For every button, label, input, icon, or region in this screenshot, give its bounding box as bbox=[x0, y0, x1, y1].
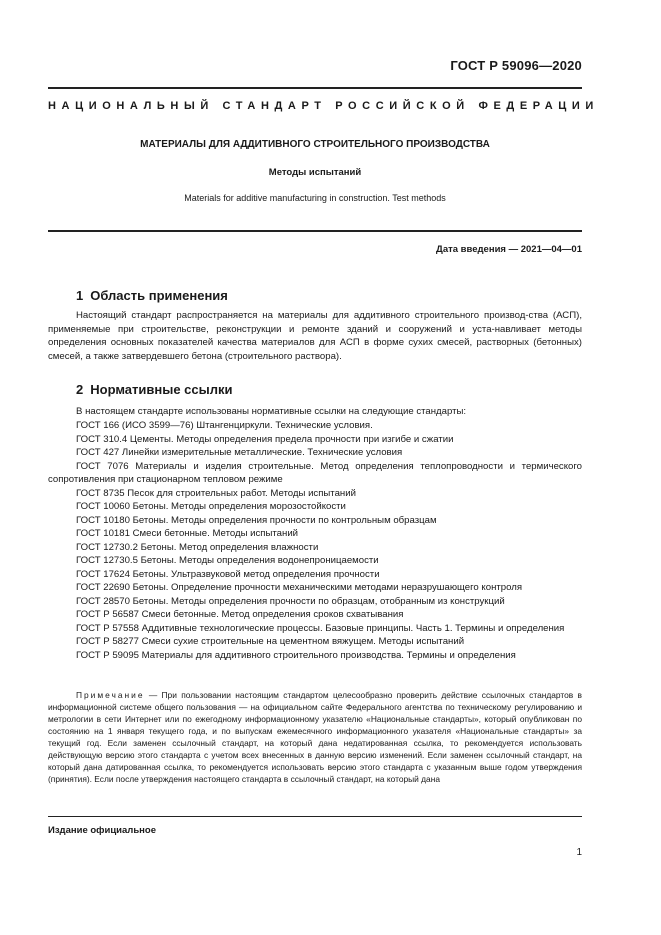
reference-item: ГОСТ Р 56587 Смеси бетонные. Метод определения сроков схватывания bbox=[76, 609, 404, 620]
section-heading-scope bbox=[76, 288, 228, 303]
reference-item: ГОСТ 28570 Бетоны. Методы определения прочности по образцам, отобранным из конструкций bbox=[76, 595, 505, 607]
reference-item: ГОСТ 310.4 Цементы. Методы определения предела прочности при изгибе и сжатии bbox=[76, 433, 454, 445]
reference-item: ГОСТ 7076 Материалы и изделия строительные. Метод определения теплопроводности и термического сопротивления при стационарном тепловом режиме bbox=[48, 460, 582, 485]
reference-item: ГОСТ 12730.2 Бетоны. Метод определения влажности bbox=[76, 541, 319, 553]
section-title: Область применения bbox=[90, 288, 228, 303]
scope-paragraph: Настоящий стандарт распространяется на материалы для аддитивного строительного производ-ства (АСП), применяемые при строительстве, реконструкции и ремонте зданий и сооружений и уста-навливает методы определения основных показателей качества материалов для АСП в форме сухих смесей, растворных (бетонных) смесей, а также затвердевшего бетона (строительного раствора). bbox=[48, 310, 582, 362]
reference-item: ГОСТ 17624 Бетоны. Ультразвуковой метод определения прочности bbox=[76, 568, 380, 580]
top-divider bbox=[48, 87, 582, 89]
reference-item: ГОСТ Р 57558 Аддитивные технологические процессы. Базовые принципы. Часть 1. Термины и определения bbox=[76, 622, 565, 634]
references-list bbox=[48, 419, 582, 662]
reference-item: ГОСТ 427 Линейки измерительные металлические. Технические условия bbox=[76, 447, 403, 458]
document-title: МАТЕРИАЛЫ ДЛЯ АДДИТИВНОГО СТРОИТЕЛЬНОГО ПРОИЗВОДСТВА bbox=[140, 139, 490, 150]
title-divider bbox=[48, 230, 582, 232]
note-paragraph bbox=[48, 689, 582, 785]
footer-divider bbox=[48, 816, 582, 817]
edition-label: Издание официальное bbox=[48, 825, 156, 836]
section-number: 2 bbox=[76, 382, 84, 397]
english-title: Materials for additive manufacturing in construction. Test methods bbox=[184, 193, 446, 203]
reference-item: ГОСТ 10060 Бетоны. Методы определения морозостойкости bbox=[76, 501, 346, 512]
page-number: 1 bbox=[576, 847, 582, 858]
reference-item: ГОСТ Р 58277 Смеси сухие строительные на цементном вяжущем. Методы испытаний bbox=[76, 636, 465, 647]
section-heading-references bbox=[76, 382, 232, 397]
note-label: Примечание bbox=[76, 690, 145, 700]
intro-date: Дата введения — 2021—04—01 bbox=[436, 244, 582, 255]
reference-item: ГОСТ 10181 Смеси бетонные. Методы испытаний bbox=[76, 528, 299, 539]
reference-item: ГОСТ 8735 Песок для строительных работ. Методы испытаний bbox=[76, 487, 356, 499]
note-text: — При пользовании настоящим стандартом целесообразно проверить действие ссылочных стандартов в информационной системе общего пользования — на официальном сайте Федерального агентства по техническому регулированию и метрологии в сети Интернет или по ежегодному информационному указателю «Национальные стандарты», который опубликован по состоянию на 1 января текущего года, и по выпускам ежемесячного информационного указателя «Национальные стандарты» за текущий год. Если заменен ссылочный стандарт, на который дана недатированная ссылка, то рекомендуется использовать действующую версию этого стандарта с учетом всех внесенных в данную версию изменений. Если заменен ссылочный стандарт, на который дана датированная ссылка, то рекомендуется использовать версию этого стандарта с указанным выше годом утверждения (принятия). Если после утверждения настоящего стандарта в ссылочный стандарт, на который дана bbox=[48, 690, 583, 784]
reference-item: ГОСТ 22690 Бетоны. Определение прочности механическими методами неразрушающего контроля bbox=[76, 582, 523, 593]
national-standard-header: НАЦИОНАЛЬНЫЙ СТАНДАРТ РОССИЙСКОЙ ФЕДЕРАЦИИ bbox=[48, 100, 599, 112]
doc-number: ГОСТ Р 59096—2020 bbox=[450, 58, 582, 73]
reference-item: ГОСТ Р 59095 Материалы для аддитивного строительного производства. Термины и определения bbox=[76, 649, 516, 661]
document-subtitle: Методы испытаний bbox=[268, 167, 362, 178]
reference-item: ГОСТ 12730.5 Бетоны. Методы определения водонепроницаемости bbox=[76, 555, 379, 566]
reference-item: ГОСТ 166 (ИСО 3599—76) Штангенциркули. Технические условия. bbox=[76, 420, 373, 431]
references-intro: В настоящем стандарте использованы нормативные ссылки на следующие стандарты: bbox=[76, 406, 467, 417]
reference-item: ГОСТ 10180 Бетоны. Методы определения прочности по контрольным образцам bbox=[76, 514, 437, 526]
section-number: 1 bbox=[76, 288, 84, 303]
section-title: Нормативные ссылки bbox=[90, 382, 233, 397]
